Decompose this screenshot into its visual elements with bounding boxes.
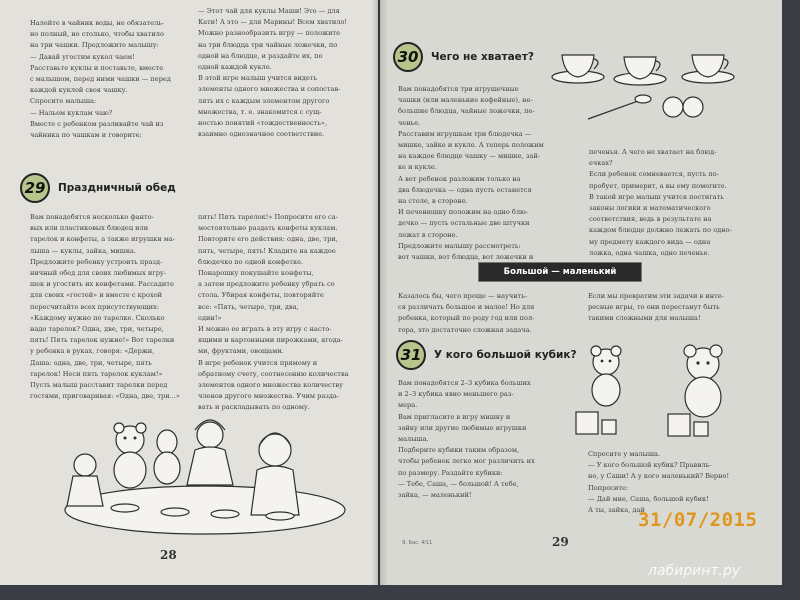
section-number-29: 29 — [20, 173, 50, 203]
toys-dinner-illustration — [55, 410, 355, 540]
page-number-left: 28 — [160, 548, 177, 562]
section-31-heading — [396, 340, 577, 370]
section-29-heading — [20, 173, 176, 203]
section-number-30: 30 — [393, 42, 423, 72]
footer-small-text: Я. Бас. 4/11 — [402, 540, 433, 546]
cups-spoon-cookies-illustration — [548, 45, 768, 130]
section-title-30: Чего не хватает? — [431, 51, 534, 63]
left-mid-col2: пять! Пять тарелок!» Попросите его са- мостоятельно раздать конфеты куклам. Повторите его действия: одна, две, три, пять, четыре, пять! Кладите на каждое блюдечко по одной конфетке. Понарошку покушайте конфеты, а затем предложите ребенку убрать со стола. Убирая конфеты, повторяйте все: «Пять, четыре, три, два, один!» И можно ее играть в эту игру с насто- ящими и картонными пирожками, ягода- ми, фруктами, овощами. В игре ребенок учится прямому и обратному счету, соотнесению количества элементов одного множества количеству членов другого множества. Учим разда- вать и раскладывать по одному. — [198, 213, 349, 412]
s30-col2: печенья. А чего не хватает на блюд- ечках? Если ребенок сомневается, пусть по- пробует, примерит, а вы ему помогите. В такой игре малыш учится постигать законы логики и математического соответствия, ведь в результате на каждом блюдце должно лежать по одно- му предмету каждого вида — одна ложка, одна чашка, одно печенье. — [589, 148, 732, 257]
bears-cubes-illustration — [568, 342, 748, 442]
section-banner: Большой — маленький — [478, 262, 642, 282]
book-gutter — [372, 0, 388, 585]
left-mid-col1: Вам понадобятся несколько фанто- вых или пластиковых блюдец или тарелок и конфеты, а также игрушки ма- лыша — куклы, зайка, мишка. Предложите ребенку устроить празд- ничный обед для своих любимых игру- шек и угостить их конфетами. Рассадите для своих «гостей» и вместе с крохой пересчитайте всех присутствующих: «Каждому нужно по тарелке. Сколько надо тарелок? Одна, две, три, четыре, пять! Пять тарелок нужно!» Вот тарелки у ребенка в руках, говоря: «Держи, Даша: одна, две, три, четыре, пять тарелок! Неси пять тарелок куклам!» Пусть малыш расставит тарелки перед гостями, приговаривая: «Одна, две, три...» — [30, 213, 180, 401]
s31-col1: Вам понадобятся 2–3 кубика больших и 2–3 кубика явно меньшего раз- мера. Вам пригласите в игру мишку и зайку или другие любимые игрушки малыша. Подберите кубики таким образом, чтобы ребенок легко мог различить их по размеру. Раздайте кубики: — Тебе, Саша, — большой! А тебе, зайка, — маленький! — [398, 379, 535, 500]
intro-col2: Если мы превратим эти задачи в инте- ресные игры, то они перестанут быть такими сложными для малыша! — [588, 292, 724, 323]
s31-col2: Спросите у малыша. — У кого большой кубик? Правиль- но, у Саши! А у кого маленький? Верно! Попросите: — Дай мне, Саша, большой кубик! А ты, зайка, дай — [588, 450, 730, 515]
date-stamp: 31/07/2015 — [638, 509, 758, 531]
section-title-31: У кого большой кубик? — [434, 349, 577, 361]
s30-col1: Вам понадобятся три игрушечные чашки (или маленькие кофейные), не- большие блюдца, чайные ложечки, пе- ченье. Расставим игрушкам три блюдечка — мишке, зайке и кукле. А теперь положим на каждое блюдце чашку — мишке, зай- ке и кукле. А вот ребенок разложим только на два блюдечка — одна пусть останется на столе, в стороне. И печенюшку положим на одно блю- дечко — пусть остальные две штучки лежат в стороне. Предложите малышу рассмотреть: вот чашки, вот блюдца, вот ложечки и — [398, 85, 544, 262]
left-top-col1: Налейте в чайник воды, не обязатель- но полный, но столько, чтобы хватило на три чашки. Предложите малышу: — Давай угостим кукол чаем! Расставьте куклы и поставьте, вместе с малышом, перед ними чашки — перед каждой куклой своя чашку. Спросите малыша: — Нальем куклам чаю? Вместе с ребенком разливайте чай из чайника по чашкам и говорите: — [30, 19, 171, 140]
page-number-right: 29 — [552, 535, 569, 549]
section-title-29: Праздничный обед — [58, 182, 176, 194]
section-30-heading — [393, 42, 534, 72]
watermark: лабиринт.ру — [648, 563, 741, 579]
section-number-31: 31 — [396, 340, 426, 370]
left-top-col2: — Этот чай для куклы Маши! Это — для Кати! А это — для Марины! Всем хватило! Можно разнообразить игру — положите на три блюдца три чайные ложечки, по одной на блюдце, и раздайте их, по одной каждой кукле. В этой игре малыш учится видеть элементы одного множества и сопостав- лять их с каждым элементом другого множества, т. е. знакомится с сущ- ностью понятий «тождественность», взаимно однозначное соответствие. — [198, 7, 348, 139]
intro-col1: Казалось бы, чего проще — научить- ся различать большое и малое! Но для ребенка, который по роду год или пол- тора, это достаточно сложная задача. — [398, 292, 535, 334]
